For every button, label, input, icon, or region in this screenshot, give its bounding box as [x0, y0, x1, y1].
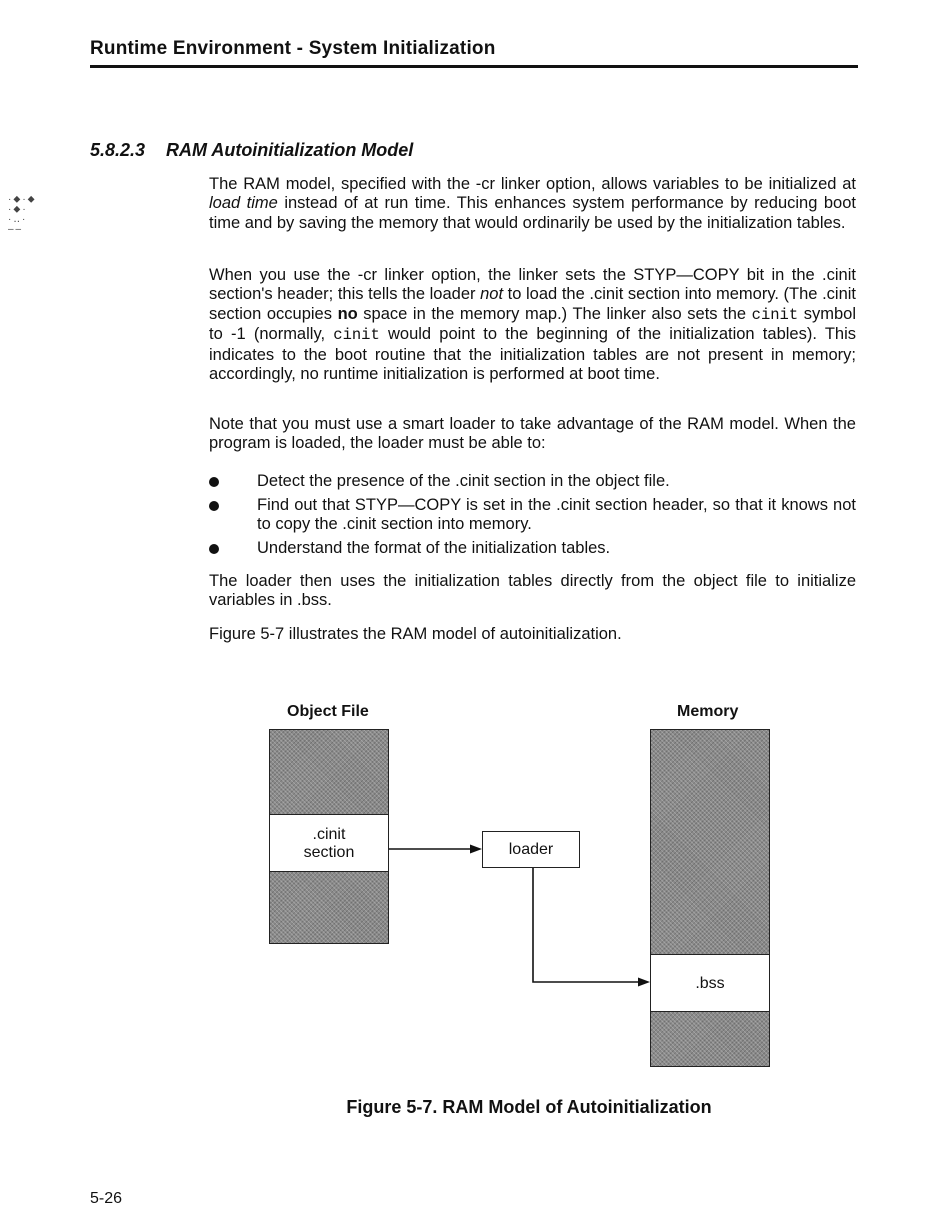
- paragraph-text: Note that you must use a smart loader to take advantage of the RAM model. When the program is loaded, the loader must be able to:: [209, 415, 856, 453]
- text-run: The RAM model, specified with the -cr linker option, allows variables to be initialized at: [209, 175, 856, 193]
- bullet-text: Understand the format of the initialization tables.: [257, 539, 611, 557]
- section-heading: [90, 140, 413, 161]
- object-file-label: Object File: [287, 703, 369, 720]
- object-file-block-bottom: [269, 871, 389, 944]
- code-symbol: cinit: [333, 326, 380, 345]
- text-run: symbol to -1 (normally,: [209, 304, 856, 344]
- bullet-list: [209, 472, 856, 562]
- bullet-icon: [209, 544, 219, 554]
- text-run: space in the memory map.) The linker also sets the: [357, 304, 752, 323]
- memory-block-top: [650, 729, 770, 956]
- bold-text: no: [337, 304, 358, 323]
- cinit-section-box: [269, 814, 389, 873]
- memory-block-bottom: [650, 1011, 770, 1067]
- text-run: would point to the beginning of the initialization tables). This indicates to the boot routine that the initialization tables are not present in memory; accordingly, no runtime initialization is performed at boot time.: [209, 325, 856, 384]
- running-head: Runtime Environment - System Initialization: [90, 38, 496, 59]
- section-title: RAM Autoinitialization Model: [166, 140, 414, 160]
- object-file-block-top: [269, 729, 389, 816]
- bullet-text: Find out that STYP—COPY is set in the .cinit section header, so that it knows not to copy the .cinit section into memory.: [257, 496, 856, 534]
- scan-artifact: ·⬥·⬥ ·⬥· ·‥· –‒: [8, 194, 37, 235]
- memory-label: Memory: [677, 703, 739, 720]
- emphasis: not: [480, 285, 504, 304]
- text-run: to load the .cinit section into memory. (The .cinit section occupies: [209, 285, 856, 323]
- bullet-icon: [209, 477, 219, 487]
- bullet-icon: [209, 501, 219, 511]
- bss-section-box: [650, 954, 770, 1013]
- arrowhead-icon: [470, 845, 482, 854]
- figure-caption: Figure 5-7. RAM Model of Autoinitialization: [346, 1097, 712, 1117]
- code-symbol: cinit: [751, 305, 799, 324]
- bss-label: .bss: [695, 974, 725, 992]
- paragraph-figure-ref: [209, 625, 856, 644]
- text-run: instead of at run time. This enhances system performance by reducing boot time and by saving the memory that would ordinarily be used by the initialization tables.: [209, 194, 856, 232]
- bullet-text: Detect the presence of the .cinit section in the object file.: [257, 472, 670, 490]
- arrow-loader-to-bss: [533, 868, 640, 982]
- cinit-label: .cinit: [312, 825, 346, 843]
- arrowhead-icon: [638, 978, 650, 987]
- paragraph-loader-uses: [209, 572, 856, 611]
- section-label: section: [303, 843, 355, 861]
- section-number: 5.8.2.3: [90, 140, 146, 160]
- paragraph-smart-loader: [209, 415, 856, 454]
- header-rule: [90, 65, 858, 68]
- paragraph-linker-option: [209, 266, 856, 384]
- emphasis: load time: [209, 194, 278, 213]
- paragraph-ram-model: [209, 175, 856, 233]
- loader-box: [482, 831, 580, 868]
- paragraph-text: Figure 5-7 illustrates the RAM model of autoinitialization.: [209, 625, 622, 643]
- page-number: 5-26: [90, 1190, 123, 1207]
- paragraph-text: The loader then uses the initialization tables directly from the object file to initialize variables in .bss.: [209, 572, 856, 610]
- text-run: When you use the -cr linker option, the linker sets the STYP—COPY bit in the .cinit section's header; this tells the loader: [209, 266, 856, 304]
- loader-label: loader: [508, 840, 554, 858]
